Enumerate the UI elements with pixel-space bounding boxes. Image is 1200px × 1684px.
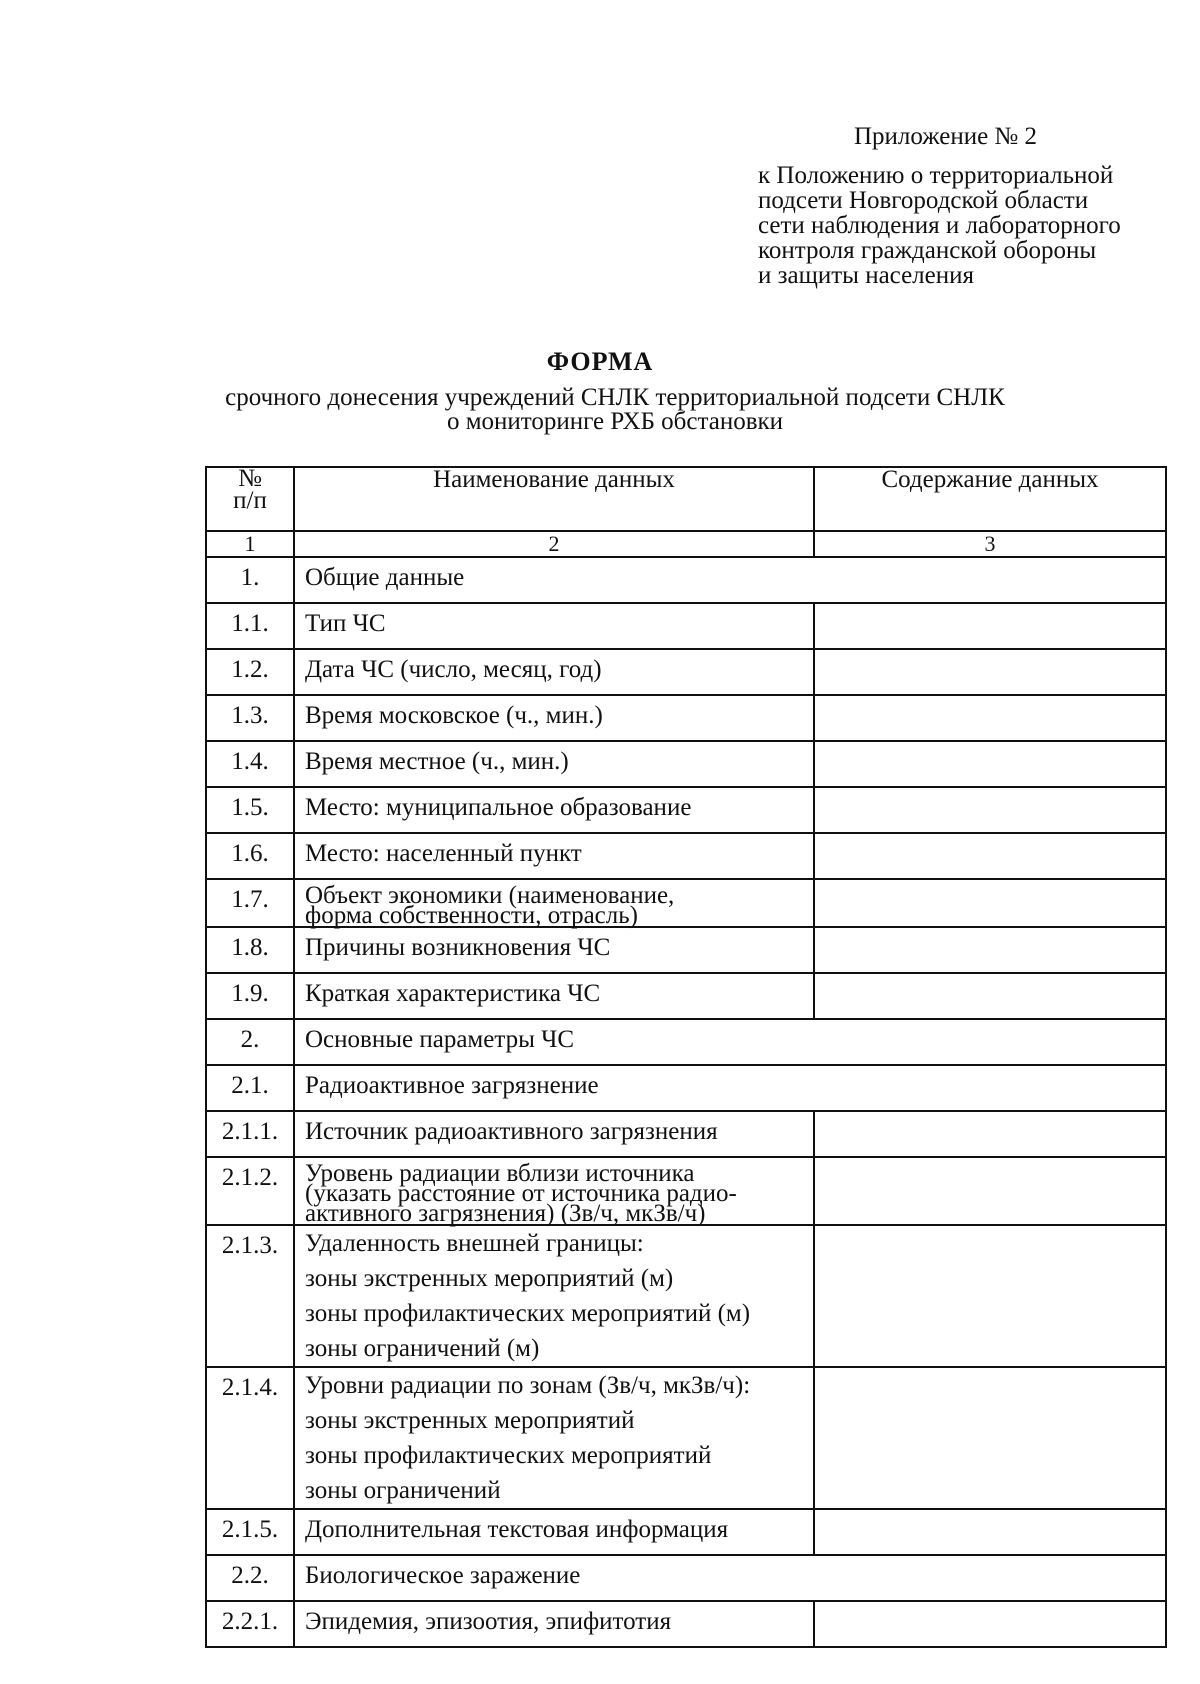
row-number: 2.1.4. (206, 1367, 294, 1509)
appendix-title: Приложение № 2 (854, 123, 1038, 150)
row-name (294, 1111, 814, 1157)
row-number: 1.9. (206, 973, 294, 1019)
appendix-line: и защиты населения (758, 262, 975, 289)
row-name-line: Время московское (ч., мин.) (305, 702, 603, 729)
row-name-line: Основные параметры ЧС (305, 1026, 575, 1053)
row-name-line: Место: населенный пункт (305, 840, 582, 867)
row-number: 2.2.1. (206, 1601, 294, 1647)
row-value-cell[interactable] (814, 927, 1166, 973)
row-number: 1.2. (206, 649, 294, 695)
column-number: 1 (206, 531, 294, 557)
row-name (294, 1065, 1166, 1111)
column-number: 2 (294, 531, 814, 557)
row-number: 1.4. (206, 741, 294, 787)
row-value-cell[interactable] (814, 787, 1166, 833)
row-value-cell[interactable] (814, 1111, 1166, 1157)
row-value-cell[interactable] (814, 1601, 1166, 1647)
row-name-line: активного загрязнения) (Зв/ч, мкЗв/ч) (305, 1200, 706, 1227)
row-name-line: зоны экстренных мероприятий (м) (305, 1265, 674, 1292)
row-name (294, 649, 814, 695)
header-number-cell (206, 467, 294, 531)
row-value-cell[interactable] (814, 741, 1166, 787)
table-row (206, 927, 1166, 973)
table-row (206, 1111, 1166, 1157)
row-name-line: зоны экстренных мероприятий (305, 1407, 635, 1434)
row-number: 2.1.3. (206, 1225, 294, 1367)
row-name-line: Дата ЧС (число, месяц, год) (305, 656, 602, 683)
table-row (206, 1157, 1166, 1225)
header-number-sublabel: п/п (233, 487, 267, 514)
row-name (294, 787, 814, 833)
form-subtitle-line: срочного донесения учреждений СНЛК территориальной подсети СНЛК (225, 384, 1005, 411)
table-header-row (206, 467, 1166, 531)
table-row (206, 1601, 1166, 1647)
appendix-block (758, 124, 1178, 288)
appendix-line: контроля гражданской обороны (758, 237, 1097, 264)
row-name-line: Общие данные (305, 564, 465, 591)
table-row (206, 1019, 1166, 1065)
table-row (206, 833, 1166, 879)
row-name-line: зоны профилактических мероприятий (м) (305, 1300, 751, 1327)
row-name-line: форма собственности, отрасль) (305, 902, 638, 929)
row-name-line: Дополнительная текстовая информация (305, 1516, 729, 1543)
row-name (294, 879, 814, 927)
table-row (206, 1509, 1166, 1555)
row-number: 1.5. (206, 787, 294, 833)
table-row (206, 741, 1166, 787)
appendix-line: подсети Новгородской области (758, 187, 1089, 214)
row-name-line: Источник радиоактивного загрязнения (305, 1118, 718, 1145)
row-name-line: Уровень радиации вблизи источника (305, 1160, 695, 1187)
row-value-cell[interactable] (814, 1157, 1166, 1225)
appendix-line: к Положению о территориальной (758, 162, 1114, 189)
row-name (294, 1509, 814, 1555)
row-name-line: Тип ЧС (305, 610, 386, 637)
row-number: 2.1. (206, 1065, 294, 1111)
row-name-line: Уровни радиации по зонам (Зв/ч, мкЗв/ч): (305, 1372, 751, 1399)
row-name (294, 973, 814, 1019)
row-value-cell[interactable] (814, 603, 1166, 649)
row-number: 1. (206, 557, 294, 603)
header-name-cell: Наименование данных (294, 467, 814, 531)
row-name (294, 1367, 814, 1509)
row-number: 1.7. (206, 879, 294, 927)
row-number: 1.8. (206, 927, 294, 973)
row-name (294, 833, 814, 879)
header-content-cell: Содержание данных (814, 467, 1166, 531)
table-row (206, 603, 1166, 649)
row-number: 1.3. (206, 695, 294, 741)
table-row (206, 1065, 1166, 1111)
row-value-cell[interactable] (814, 695, 1166, 741)
row-name (294, 1555, 1166, 1601)
header-number-label: № (238, 465, 262, 492)
row-name-line: Время местное (ч., мин.) (305, 748, 569, 775)
row-name-line: зоны профилактических мероприятий (305, 1442, 712, 1469)
row-name (294, 695, 814, 741)
row-number: 1.6. (206, 833, 294, 879)
row-name (294, 927, 814, 973)
row-name-line: Краткая характеристика ЧС (305, 980, 601, 1007)
row-name-line: зоны ограничений (м) (305, 1335, 540, 1362)
row-number: 2.1.2. (206, 1157, 294, 1225)
report-form-table (205, 466, 1167, 1648)
row-name-line: Причины возникновения ЧС (305, 934, 611, 961)
row-number: 1.1. (206, 603, 294, 649)
table-row (206, 649, 1166, 695)
form-title: ФОРМА (546, 347, 654, 376)
row-value-cell[interactable] (814, 1367, 1166, 1509)
row-name (294, 557, 1166, 603)
table-row (206, 695, 1166, 741)
form-subtitle (90, 386, 1140, 434)
row-value-cell[interactable] (814, 1509, 1166, 1555)
row-value-cell[interactable] (814, 879, 1166, 927)
row-name-line: Объект экономики (наименование, (305, 882, 675, 909)
table-row (206, 1367, 1166, 1509)
row-value-cell[interactable] (814, 649, 1166, 695)
row-value-cell[interactable] (814, 1225, 1166, 1367)
row-name-line: Эпидемия, эпизоотия, эпифитотия (305, 1608, 672, 1635)
row-number: 2.1.1. (206, 1111, 294, 1157)
row-name (294, 1225, 814, 1367)
table-row (206, 787, 1166, 833)
table-row (206, 879, 1166, 927)
row-name-line: Радиоактивное загрязнение (305, 1072, 599, 1099)
row-name-line: Биологическое заражение (305, 1562, 581, 1589)
form-subtitle-line: о мониторинге РХБ обстановки (446, 408, 784, 435)
row-name-line: Удаленность внешней границы: (305, 1230, 644, 1257)
row-number: 2.1.5. (206, 1509, 294, 1555)
table-row (206, 1555, 1166, 1601)
row-name (294, 1019, 1166, 1065)
row-value-cell[interactable] (814, 833, 1166, 879)
appendix-reference (758, 163, 1178, 288)
row-name (294, 1157, 814, 1225)
row-name (294, 603, 814, 649)
row-number: 2.2. (206, 1555, 294, 1601)
row-number: 2. (206, 1019, 294, 1065)
row-name-line: Место: муниципальное образование (305, 794, 692, 821)
table-row (206, 557, 1166, 603)
table-row (206, 973, 1166, 1019)
row-name (294, 741, 814, 787)
row-name-line: (указать расстояние от источника радио- (305, 1180, 737, 1207)
column-number: 3 (814, 531, 1166, 557)
column-number-row (206, 531, 1166, 557)
row-name-line: зоны ограничений (305, 1477, 501, 1504)
appendix-line: сети наблюдения и лабораторного (758, 212, 1121, 239)
row-value-cell[interactable] (814, 973, 1166, 1019)
row-name (294, 1601, 814, 1647)
table-row (206, 1225, 1166, 1367)
